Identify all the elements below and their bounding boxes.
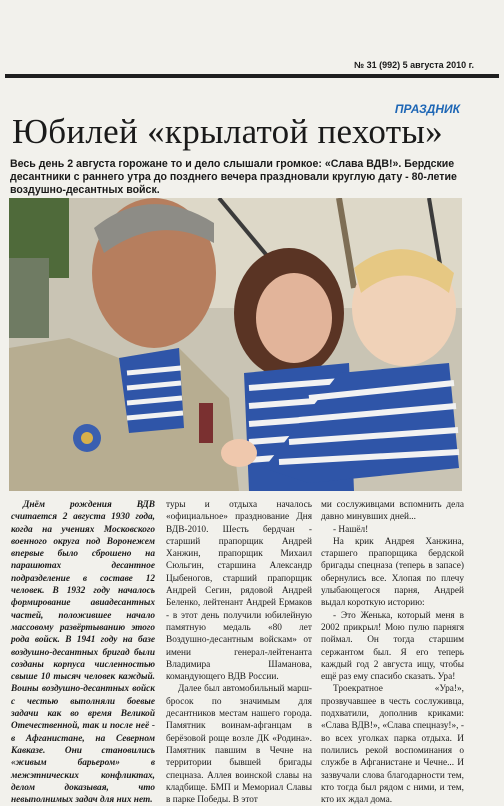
column-3-text-e: Троекратное «Ура!», прозвучавшее в честь сослуживца, подхватили, дополнив криками: «Слава ВДВ!», «Слава спецназу!», - во всех уголках парка отдыха. И полились рекой воспоминания о службе в Афганистане и Чечне... И зазвучали слова благодарности тем, кто тогда был рядом с ними, и тем, кто их ждал дома.: [321, 684, 464, 806]
rubric-label: ПРАЗДНИК: [394, 102, 460, 116]
column-2-text-b: Далее был автомобильный марш-бросок по значимым для десантников местам нашего города. Памятник воинам-афганцам в берёзовой роще возле ДК «Родина». Памятник павшим в Чечне на территории бывшей бригады спецназа. Аллея воинской славы на кладбище. БМП и Мемориал Славы в парке Победы. В этот: [166, 684, 312, 806]
article-column-3: [321, 499, 464, 806]
column-3-text-c: На крик Андрея Ханжина, старшего прапорщика бердской бригады спецназа (теперь в запасе) обернулись все. Хлопая по плечу улыбающегося парня, Андрей выдал короткую историю:: [321, 536, 464, 609]
column-2-text: туры и отдыха началось «официальное» празднование Дня ВДВ-2010. Шесть бердчан - старший прапорщик Андрей Ханжин, прапорщик Михаил Сюльгин, старшина Александр Цыбеногов, старший прапорщик Андрей Сегин, рядовой Андрей Беленко, лейтенант Андрей Ермаков - в этот день получили юбилейную памятную медаль «80 лет Воздушно-десантным войскам» от имени генерал-лейтенанта Владимира Шаманова, командующего ВДВ России.: [166, 500, 312, 683]
issue-line: № 31 (992) 5 августа 2010 г.: [354, 60, 474, 70]
column-1-text: Днём рождения ВДВ считается 2 августа 1930 года, когда на учениях Московского военного округа под Воронежем впервые было сброшено на парашютах десантное подразделение в составе 12 человек. В 1932 году началось формирование авиадесантных частей, положившее начало массовому развёртыванию этого рода войск. В 1941 году на базе воздушно-десантных бригад были созданы корпуса численностью свыше 10 тысяч человек каждый. Воины воздушно-десантных войск с честью выполняли боевые задачи как во время Великой Отечественной, так и после неё - в Афганистане, на Северном Кавказе. Они становились «живым барьером» в межэтнических конфликтах, делом доказывая, что невыполнимых задач для них нет.: [11, 500, 155, 806]
article-column-1: [11, 499, 155, 806]
article-column-2: [166, 499, 312, 806]
article-photo: [9, 198, 462, 491]
column-3-text-d: - Это Женька, который меня в 2002 прикрыл! Мою пулю парнягя поймал. Он тогда старшим сержантом был. Я его теперь каждый год 2 августа ищу, чтобы ещё раз ему спасибо сказать. Ура!: [321, 610, 464, 683]
lead-paragraph: Весь день 2 августа горожане то и дело слышали громкое: «Слава ВДВ!». Бердские десантники с раннего утра до позднего вечера праздновали круглую дату - 80-летие воздушно-десантных войск.: [10, 158, 457, 196]
column-3-text: ми сослуживцами вспомнить дела давно минувших дней...: [321, 500, 464, 523]
column-3-text-b: - Нашёл!: [333, 524, 369, 535]
masthead-rule: [5, 74, 499, 78]
headline: Юбилей «крылатой пехоты»: [12, 112, 443, 151]
